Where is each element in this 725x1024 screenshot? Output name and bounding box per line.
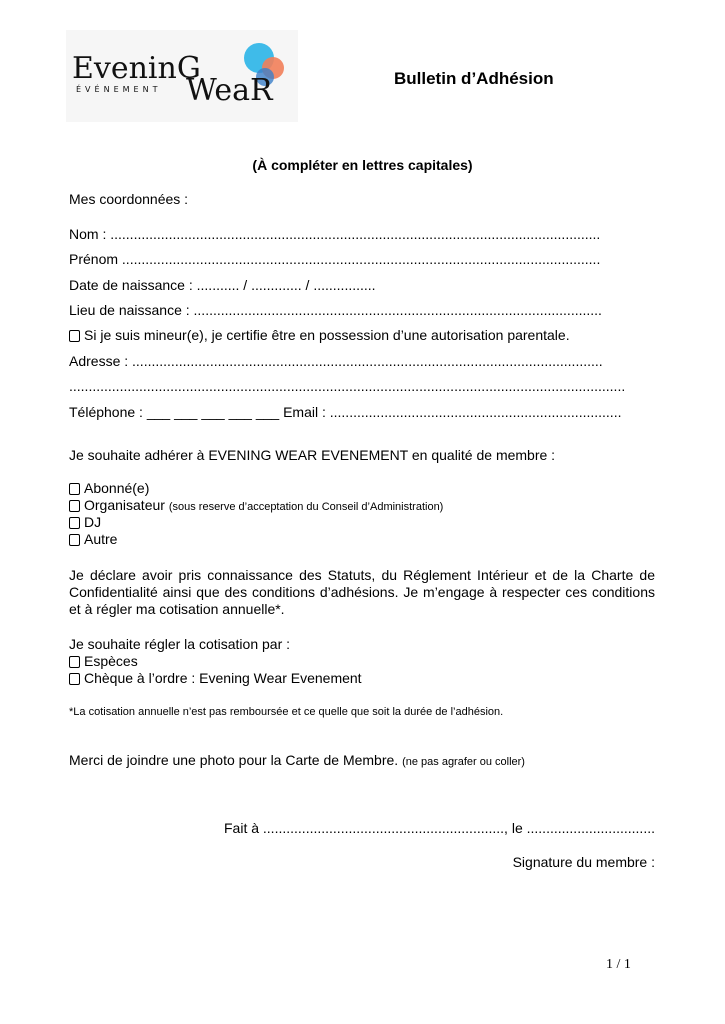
field-lieu-naissance[interactable]: Lieu de naissance : ......................................................................................................... (69, 302, 602, 318)
field-date-naissance[interactable]: Date de naissance : ........... / ............. / ................ (69, 277, 376, 293)
checkbox-icon[interactable] (69, 330, 80, 342)
checkbox-icon[interactable] (69, 500, 80, 512)
option-dj[interactable] (69, 514, 101, 531)
option-organisateur-note: (sous reserve d’acceptation du Conseil d’Administration) (168, 501, 444, 513)
option-dj-label: DJ (84, 514, 102, 530)
logo-text-sub: ÉVÉNEMENT (76, 85, 162, 94)
option-organisateur[interactable] (69, 497, 443, 516)
checkbox-icon[interactable] (69, 656, 80, 668)
photo-instruction-text: Merci de joindre une photo pour la Carte de Membre. (69, 752, 399, 768)
logo-text-main: EveninG (72, 51, 201, 86)
field-adresse-line2[interactable]: ............................................................................................................................................... (69, 378, 626, 394)
subtitle: (À compléter en lettres capitales) (252, 157, 473, 173)
payment-especes[interactable] (69, 653, 138, 670)
cotisation-note: *La cotisation annuelle n’est pas remboursée et ce quelle que soit la durée de l’adhésion. (69, 706, 504, 718)
option-abonne[interactable] (69, 480, 149, 497)
checkbox-mineur[interactable] (69, 327, 570, 344)
field-nom[interactable]: Nom : .............................................................................................................................. (69, 226, 601, 242)
option-autre-label: Autre (84, 531, 118, 547)
document-title: Bulletin d’Adhésion (394, 69, 554, 88)
section-label: Mes coordonnées : (69, 191, 189, 207)
declaration-paragraph: Je déclare avoir pris connaissance des Statuts, du Réglement Intérieur et de la Charte de Confidentialité ainsi que des conditions d’adhésions. Je m’engage à respecter ces conditions et à régler ma cotisation annuelle*. (69, 567, 655, 617)
option-abonne-label: Abonné(e) (84, 480, 150, 496)
checkbox-icon[interactable] (69, 534, 80, 546)
photo-instruction (69, 752, 525, 771)
checkbox-icon[interactable] (69, 673, 80, 685)
fait-a-field[interactable]: Fait à .............................................................., le ................................. (224, 820, 655, 836)
logo-graphic (66, 30, 298, 122)
field-prenom[interactable]: Prénom ........................................................................................................................... (69, 251, 601, 267)
logo-text-wear: WeaR (186, 73, 273, 108)
payment-cheque[interactable] (69, 670, 362, 687)
photo-instruction-note: (ne pas agrafer ou coller) (402, 756, 525, 768)
payment-cheque-label: Chèque à l’ordre : Evening Wear Evenement (84, 670, 362, 686)
checkbox-icon[interactable] (69, 483, 80, 495)
page-number: 1 / 1 (606, 957, 631, 972)
logo (66, 30, 298, 122)
adherer-text: Je souhaite adhérer à EVENING WEAR EVENEMENT en qualité de membre : (69, 447, 556, 463)
option-organisateur-label: Organisateur (84, 497, 165, 513)
checkbox-icon[interactable] (69, 517, 80, 529)
field-telephone-email[interactable]: Téléphone : ___ ___ ___ ___ ___ Email : ........................................................................... (69, 404, 622, 420)
checkbox-mineur-label: Si je suis mineur(e), je certifie être en possession d’une autorisation parentale. (84, 327, 570, 343)
option-autre[interactable] (69, 531, 117, 548)
payment-especes-label: Espèces (84, 653, 138, 669)
field-adresse[interactable]: Adresse : ......................................................................................................................... (69, 353, 603, 369)
signature-label: Signature du membre : (512, 854, 655, 870)
payment-label: Je souhaite régler la cotisation par : (69, 636, 291, 652)
